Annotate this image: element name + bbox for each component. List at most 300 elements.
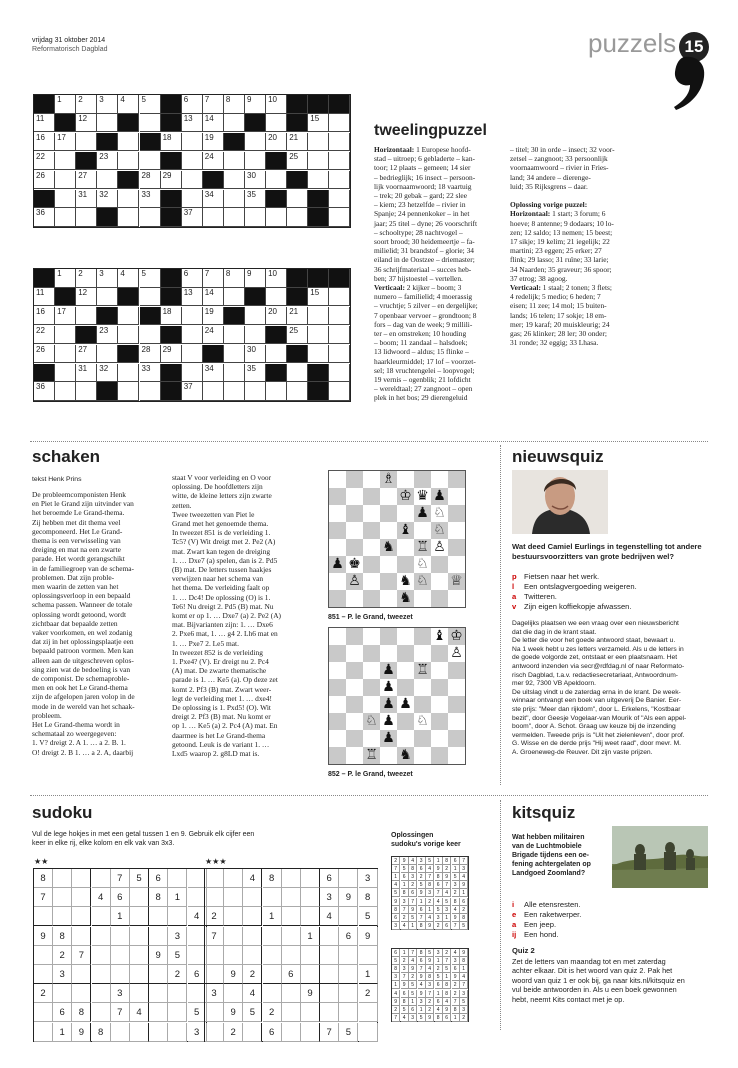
solution-cell: 5: [409, 990, 417, 998]
chess-piece: ♘: [365, 713, 378, 729]
crossword-cell: 15: [308, 288, 329, 307]
crossword-cell: [245, 307, 266, 326]
clue-line-text: – schooltype; 28 nachtvogel –: [374, 227, 463, 237]
board-square: [329, 522, 346, 539]
sudoku-cell: [301, 869, 320, 888]
clue-line: [374, 283, 502, 292]
crossword-cell: 12: [76, 288, 97, 307]
solution-cell: 3: [401, 898, 409, 906]
clue-line-key: Verticaal:: [374, 283, 405, 293]
crossword-cell: [118, 190, 139, 209]
solution-cell: 4: [426, 914, 434, 922]
crossword-black-cell: [161, 364, 182, 383]
crossword-cell: [224, 208, 245, 227]
solution-cell: 5: [409, 981, 417, 989]
sudoku-cell: 8: [72, 1003, 91, 1022]
sudoku-cell: 8: [359, 888, 378, 907]
crossword-black-cell: [287, 114, 308, 133]
article-line: sing zien wat de bedoeling is van: [32, 664, 131, 674]
solution-cell: 6: [443, 1014, 451, 1022]
solution-cell: 8: [443, 981, 451, 989]
body-line: de goede volgorde zet, ontstaat er een plaatsnaam. Het: [512, 654, 678, 662]
crossword-black-cell: [287, 95, 308, 114]
solution-cell: 9: [418, 973, 426, 981]
clue-line-text: voornaamwoord – rivier in Fries-: [510, 163, 609, 173]
crossword-black-cell: [161, 208, 182, 227]
solution-cell: 3: [435, 914, 443, 922]
solution-grid-2: [391, 948, 469, 1022]
crossword-black-cell: [55, 114, 76, 133]
crossword-cell: 19: [203, 133, 224, 152]
solution-cell: 8: [401, 998, 409, 1006]
crossword-black-cell: [308, 382, 329, 401]
board-square: [397, 556, 414, 573]
solution-cell: 4: [460, 973, 468, 981]
board-square: [380, 747, 397, 764]
sudoku-cell: [34, 907, 53, 926]
soldiers-photo: [612, 826, 708, 888]
body-line: Na 1 week hebt u zes letters verzameld. Als u de letters in: [512, 645, 684, 653]
crossword-black-cell: [161, 190, 182, 209]
clue-line: [510, 265, 640, 274]
solution-cell: 6: [418, 906, 426, 914]
solution-cell: 4: [409, 957, 417, 965]
board-square: [329, 573, 346, 590]
body-line: A. Groeneweg-de Reuver. Dit zijn vaste prijzen.: [512, 748, 653, 756]
chessboard-852: [328, 627, 466, 765]
clue-line-text: toor; 12 plaats – gemeen; 14 sier: [374, 163, 471, 173]
crossword-cell: [140, 114, 161, 133]
board-square: [397, 628, 414, 645]
sudoku-cell: [224, 927, 243, 946]
solution-cell: 1: [460, 889, 468, 897]
board-square: [431, 590, 448, 607]
sudoku-cell: [205, 965, 224, 984]
clue-line-text: – wereldtaal; 27 zangnoot – open: [374, 384, 473, 394]
solution-cell: 8: [460, 914, 468, 922]
sudoku-cell: 4: [130, 1003, 149, 1022]
crossword-cell: 34: [203, 190, 224, 209]
crossword-cell: 25: [287, 152, 308, 171]
chess-piece: ♖: [416, 662, 429, 678]
solution-cell: 9: [392, 998, 400, 1006]
sudoku-cell: [53, 984, 72, 1003]
solution-cell: 1: [435, 990, 443, 998]
article-line: men waarin de zetten van het: [32, 582, 119, 592]
solution-cell: 3: [435, 949, 443, 957]
sudoku-cell: [243, 888, 262, 907]
sudoku-cell: [359, 1023, 378, 1042]
sudoku-cell: 7: [34, 888, 53, 907]
sudoku-cell: [111, 927, 130, 946]
chess-piece: ♘: [433, 505, 446, 521]
sudoku-cell: [149, 1023, 168, 1042]
answer-option: [512, 900, 712, 910]
sudoku-cell: 2: [359, 984, 378, 1003]
crossword-cell: 36: [34, 382, 55, 401]
sudoku-cell: [130, 927, 149, 946]
sudoku-cell: [224, 888, 243, 907]
sudoku-cell: [282, 869, 301, 888]
solution-cell: 7: [443, 957, 451, 965]
board-square: [363, 505, 380, 522]
sudoku-cell: [111, 965, 130, 984]
sudoku-cell: 2: [53, 946, 72, 965]
solution-cell: 9: [435, 865, 443, 873]
crossword-cell: 11: [34, 288, 55, 307]
crossword-cell: [329, 190, 350, 209]
board-square: [363, 488, 380, 505]
solution-cell: 2: [460, 906, 468, 914]
board-square: [431, 556, 448, 573]
sudoku-cell: 3: [359, 869, 378, 888]
divider-v2: [500, 800, 501, 1030]
crossword-cell: [329, 208, 350, 227]
clue-line: [374, 228, 502, 237]
sudoku-cell: [130, 946, 149, 965]
crossword-cell: [224, 288, 245, 307]
crossword-cell: [224, 345, 245, 364]
article-line: het thema. De verleiding faalt op: [172, 583, 270, 593]
header-paper: Reformatorisch Dagblad: [32, 46, 108, 53]
chess-piece: ♟: [382, 730, 395, 746]
crossword-black-cell: [161, 114, 182, 133]
answer-option: [512, 592, 712, 602]
sudoku-cell: [205, 869, 224, 888]
crossword-cell: [245, 208, 266, 227]
crossword-cell: 23: [97, 152, 118, 171]
sudoku-cell: [92, 946, 111, 965]
crossword-cell: 29: [161, 171, 182, 190]
article-line: en Piet le Grand zijn uitvinder van: [32, 499, 134, 509]
board-square: [363, 696, 380, 713]
clue-line-key: Horizontaal:: [374, 145, 415, 154]
clue-line: [510, 237, 640, 246]
caption-851: 851 – P. le Grand, tweezet: [328, 614, 413, 621]
clue-line: [510, 274, 640, 283]
divider-2: [30, 795, 708, 796]
sudoku-cell: 6: [149, 869, 168, 888]
solution-cell: 2: [452, 990, 460, 998]
clue-line-text: – boom; 11 zandaal – halsdoek;: [374, 338, 468, 348]
solution-cell: 4: [443, 998, 451, 1006]
sudoku-cell: 2: [205, 907, 224, 926]
answer-option-letter: v: [512, 602, 517, 611]
body-line: Zet de letters van maandag tot en met zaterdag: [512, 957, 666, 966]
sudoku-cell: [282, 927, 301, 946]
crossword-cell: 4: [118, 269, 139, 288]
clue-line: [510, 292, 640, 301]
crossword-black-cell: [308, 208, 329, 227]
solution-cell: 7: [443, 881, 451, 889]
article-line: mode in de wereld van het schaak-: [32, 701, 135, 711]
clue-line-text: zen; 12 saldo; 13 nemen; 15 beest;: [510, 227, 613, 237]
solution-cell: 9: [452, 914, 460, 922]
chess-piece: ♝: [399, 522, 412, 538]
sudoku-cell: 6: [263, 1023, 282, 1042]
board-square: [363, 645, 380, 662]
solution-cell: 9: [418, 990, 426, 998]
clue-line-text: – bedrieglijk; 16 insect – persoon-: [374, 172, 476, 182]
sudoku-cell: 5: [168, 946, 187, 965]
sudoku-cell: 6: [111, 888, 130, 907]
sudoku-puzzle-1: [33, 868, 207, 1042]
board-square: [414, 747, 431, 764]
sudoku-cell: [339, 946, 358, 965]
article-line: staat V voor verleiding en O voor: [172, 473, 272, 482]
solution-cell: 6: [452, 965, 460, 973]
crossword-cell: 10: [266, 95, 287, 114]
sudoku-cell: [224, 907, 243, 926]
crossword-cell: [182, 326, 203, 345]
crossword-black-cell: [97, 208, 118, 227]
sudoku-cell: 1: [263, 907, 282, 926]
crossword-cell: [308, 152, 329, 171]
solution-cell: 6: [435, 998, 443, 1006]
clue-line-text: 2 kijker – boom; 3: [404, 283, 462, 293]
sudoku-cell: 4: [243, 984, 262, 1003]
crossword-cell: [308, 307, 329, 326]
body-line: Dagelijks plaatsen we een vraag over een nieuwsbericht: [512, 620, 679, 627]
crossword-black-cell: [118, 114, 139, 133]
crossword-cell: 15: [308, 114, 329, 133]
solution-cell: 3: [460, 865, 468, 873]
sudoku-cell: 1: [111, 907, 130, 926]
solution-cell: 7: [392, 865, 400, 873]
solution-cell: 5: [418, 1014, 426, 1022]
sudoku-cell: [92, 927, 111, 946]
schaken-text-col1: [32, 490, 166, 757]
clue-line: [374, 246, 502, 255]
body-line: woord van quiz 1 er ook bij, ga naar kits.nl/kitsquiz en: [512, 975, 685, 985]
crossword-cell: [308, 133, 329, 152]
clue-line: [374, 357, 502, 366]
board-square: [397, 713, 414, 730]
crossword-cell: [224, 326, 245, 345]
article-line: het beroemde Le Grand-thema.: [32, 508, 125, 518]
crossword-grid-top: [33, 94, 351, 228]
solution-cell: 4: [452, 949, 460, 957]
crossword-cell: [287, 364, 308, 383]
crossword-cell: 26: [34, 345, 55, 364]
solution-cell: 5: [409, 914, 417, 922]
sudoku-cell: 8: [92, 1023, 111, 1042]
crossword-cell: [308, 171, 329, 190]
solution-cell: 8: [435, 873, 443, 881]
crossword-cell: [329, 326, 350, 345]
body-line: ste prijs: "Meer dan rijkdom", door L. Erkelens, "Kostbaar: [512, 705, 681, 713]
clue-line-text: 31 ronde; 32 eggig; 33 Lhasa.: [510, 338, 599, 348]
solution-cell: 6: [443, 922, 451, 930]
solution-cell: 2: [452, 981, 460, 989]
article-line: de componist. De schemaproble-: [32, 674, 130, 684]
schaken-text-col2: [172, 473, 308, 758]
solution-cell: 5: [401, 1006, 409, 1014]
answer-option-text: Een jeep.: [524, 920, 557, 929]
clue-line-text: stad – uitroep; 6 gebladerte – kan-: [374, 154, 475, 164]
crossword-cell: [97, 288, 118, 307]
chess-piece: ♟: [382, 696, 395, 712]
crossword-cell: 14: [203, 114, 224, 133]
crossword-cell: [55, 171, 76, 190]
solution-cell: 7: [460, 857, 468, 865]
article-line: Twee tweezetten van Piet le: [172, 509, 255, 519]
question-line: Wat hebben militairen: [512, 834, 585, 841]
sudoku-cell: 2: [263, 1003, 282, 1022]
clue-line-text: 13 lidwoord – aldus; 15 flinke –: [374, 347, 469, 357]
article-line: De oplossing is 1. Pxd5! (O). Wit: [172, 703, 271, 713]
solution-cell: 3: [418, 998, 426, 1006]
clue-line: [374, 292, 502, 301]
clue-line: [510, 228, 640, 237]
crossword-cell: [245, 382, 266, 401]
clue-line: [374, 384, 502, 393]
sudoku-cell: [224, 869, 243, 888]
clue-line: [510, 283, 640, 292]
clue-line: [374, 274, 502, 283]
divider-v1: [500, 445, 501, 785]
clue-line: [510, 145, 640, 154]
answer-option-text: Fietsen naar het werk.: [524, 572, 600, 581]
solution-cell: 1: [435, 857, 443, 865]
crossword-cell: 24: [203, 326, 224, 345]
sudoku-cell: 8: [34, 869, 53, 888]
board-square: [346, 679, 363, 696]
solution-cell: 8: [452, 898, 460, 906]
article-line: 1. Pxe4? (V). Er dreigt nu 2. Pc4: [172, 657, 269, 667]
solution-cell: 8: [443, 857, 451, 865]
header-date: vrijdag 31 oktober 2014: [32, 37, 106, 44]
clue-line: [510, 311, 640, 320]
sudoku-cell: 5: [130, 869, 149, 888]
clue-line: [374, 255, 502, 264]
clue-line-text: 37 etrog; 38 agoog.: [510, 273, 568, 283]
sudoku-cell: [320, 965, 339, 984]
clue-line-text: ter – en omstreken; 10 houding: [374, 329, 467, 339]
article-line: O! dreigt 2. B 1. … a 2. A, daarbij: [32, 747, 134, 757]
intro-line: keer in elke rij, elke kolom en elk vak van 3x3.: [32, 840, 175, 847]
crossword-black-cell: [97, 133, 118, 152]
kitsquiz-question: [512, 833, 612, 878]
crossword-black-cell: [161, 95, 182, 114]
chess-piece: ♟: [399, 696, 412, 712]
body-line: vermelden. Tweede prijs is "Uit het zielenleven", door prof.: [512, 731, 685, 739]
crossword-cell: 5: [140, 95, 161, 114]
clue-line: [510, 209, 640, 218]
nieuwsquiz-options: [512, 572, 712, 612]
crossword-cell: [118, 208, 139, 227]
sudoku-cell: 4: [188, 907, 207, 926]
chess-piece: ♟: [331, 556, 344, 572]
sudoku-cell: [263, 888, 282, 907]
crossword-cell: [118, 364, 139, 383]
solution-cell: 1: [418, 898, 426, 906]
sudoku-cell: 1: [301, 927, 320, 946]
nieuwsquiz-title: nieuwsquiz: [512, 447, 604, 466]
sudoku-cell: [339, 869, 358, 888]
article-line: Tc5? (V) Wit dreigt met 2. Pe2 (A): [172, 537, 276, 547]
article-line: witte, de kleine letters zijn zwarte: [172, 491, 272, 501]
divider-1: [30, 441, 708, 442]
clue-line: [510, 182, 640, 191]
clue-line-key: Verticaal:: [510, 283, 541, 293]
chess-piece: ♙: [433, 539, 446, 555]
crossword-cell: 12: [76, 114, 97, 133]
sudoku-cell: 7: [111, 1003, 130, 1022]
solution-cell: 6: [409, 1006, 417, 1014]
article-line: dreigt 2. Pf3 (B) mat. Nu komt er: [172, 712, 271, 722]
crossword-cell: 13: [182, 288, 203, 307]
board-square: [363, 471, 380, 488]
solution-cell: 9: [460, 881, 468, 889]
crossword-cell: 30: [245, 171, 266, 190]
crossword-cell: [287, 208, 308, 227]
article-line: verwijzen naar het schema van: [172, 574, 264, 584]
board-square: [380, 590, 397, 607]
sudoku-cell: [111, 1023, 130, 1042]
crossword-black-cell: [329, 95, 350, 114]
chess-piece: ♖: [416, 539, 429, 555]
crossword-cell: 20: [266, 133, 287, 152]
solution-cell: 5: [401, 865, 409, 873]
sudoku-cell: 3: [111, 984, 130, 1003]
board-square: [448, 556, 465, 573]
solution-cell: 8: [392, 965, 400, 973]
crossword-cell: 6: [182, 269, 203, 288]
clue-line: [510, 246, 640, 255]
board-square: [329, 662, 346, 679]
board-square: [448, 471, 465, 488]
solution-cell: 8: [452, 1006, 460, 1014]
chess-piece: ♖: [365, 747, 378, 763]
sudoku-cell: [53, 907, 72, 926]
solution-cell: 6: [435, 981, 443, 989]
article-line: mat. Zwart kan tegen de dreiging: [172, 546, 271, 556]
answer-option-text: Twitteren.: [524, 592, 557, 601]
clue-line: [374, 219, 502, 228]
solution-cell: 6: [435, 881, 443, 889]
solution-cell: 7: [409, 898, 417, 906]
solution-cell: 3: [426, 981, 434, 989]
crossword-black-cell: [287, 171, 308, 190]
chess-piece: ♟: [433, 488, 446, 504]
board-square: [329, 539, 346, 556]
solution-cell: 7: [452, 998, 460, 1006]
clue-line-text: 4 redelijk; 5 medio; 6 heden; 7: [510, 292, 601, 302]
crossword-cell: [97, 114, 118, 133]
sudoku-cell: 6: [282, 965, 301, 984]
body-line: vul beide antwoorden in. Als u een boek gewonnen: [512, 985, 677, 995]
article-line: 1. … Dc4! De oplossing (O) is 1.: [172, 592, 271, 602]
crossword-black-cell: [140, 133, 161, 152]
clue-line-text: mer; 19 karaf; 20 muiskleurig; 24: [510, 319, 610, 329]
sudoku-cell: 3: [320, 888, 339, 907]
article-line: men en ook het Le Grand-thema: [32, 683, 128, 693]
sudoku-cell: [282, 946, 301, 965]
sudoku-cell: [130, 907, 149, 926]
clue-line-text: fors – dag van de week; 9 millili-: [374, 319, 473, 329]
clue-line-text: 1 start; 3 forum; 6: [550, 209, 606, 219]
solution-cell: 5: [452, 873, 460, 881]
crossword-black-cell: [245, 288, 266, 307]
answer-option-text: Een ontslagvergoeding weigeren.: [524, 582, 637, 591]
crossword-black-cell: [224, 133, 245, 152]
solution-cell: 8: [401, 889, 409, 897]
chess-piece: ♚: [348, 556, 361, 572]
body-line: bezit", door Geesje Vogelaar-van Mourik of "Als een appel-: [512, 714, 687, 722]
sudoku-cell: [359, 1003, 378, 1022]
crossword-cell: 31: [76, 364, 97, 383]
